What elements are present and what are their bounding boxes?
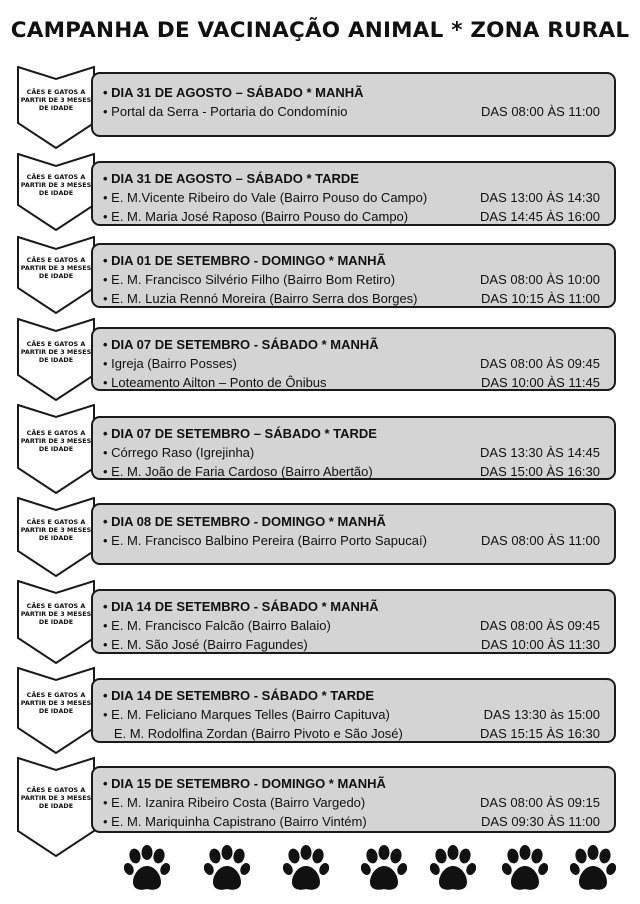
schedule-row	[0, 667, 640, 754]
age-requirement-line: CÃES E GATOS A	[26, 691, 86, 699]
age-requirement-label	[20, 602, 92, 627]
age-requirement-line: CÃES E GATOS A	[26, 256, 86, 264]
chevron-arrow	[17, 66, 95, 149]
session-heading: • DIA 31 DE AGOSTO – SÁBADO * MANHÃ	[103, 85, 364, 100]
location-time: DAS 13:30 às 15:00	[483, 707, 600, 722]
age-requirement-line: CÃES E GATOS A	[26, 88, 86, 96]
location-row	[103, 812, 602, 831]
schedule-row	[0, 153, 640, 231]
session-card	[91, 678, 616, 743]
location-time: DAS 09:30 ÀS 11:00	[480, 814, 600, 829]
session-heading: • DIA 15 DE SETEMBRO - DOMINGO * MANHÃ	[103, 776, 386, 791]
location-name: • E. M. Feliciano Marques Telles (Bairro Capituva)	[103, 707, 390, 722]
age-requirement-line: PARTIR DE 3 MESES	[20, 181, 92, 190]
location-row	[103, 705, 602, 724]
schedule-row	[0, 757, 640, 857]
age-requirement-label	[20, 429, 92, 454]
paw-print-icon	[570, 845, 616, 893]
session-card-content	[103, 335, 602, 392]
location-time: DAS 13:00 ÀS 14:30	[480, 190, 600, 205]
location-row	[103, 354, 602, 373]
paw-print-icon	[430, 845, 476, 893]
session-card-content	[103, 686, 602, 743]
location-row	[103, 270, 602, 289]
schedule-row	[0, 236, 640, 314]
age-requirement-line: CÃES E GATOS A	[26, 173, 86, 181]
schedule-row	[0, 580, 640, 664]
location-name: • E. M. Francisco Falcão (Bairro Balaio)	[103, 618, 331, 633]
chevron-arrow	[17, 236, 95, 314]
schedule-row	[0, 66, 640, 149]
age-requirement-line: CÃES E GATOS A	[26, 429, 86, 437]
session-heading: • DIA 08 DE SETEMBRO - DOMINGO * MANHÃ	[103, 514, 386, 529]
location-row	[103, 462, 602, 481]
location-name: • Igreja (Bairro Posses)	[103, 356, 237, 371]
age-requirement-line: DE IDADE	[38, 445, 74, 454]
location-name: E. M. Rodolfina Zordan (Bairro Pivoto e São José)	[103, 726, 403, 741]
paw-print-icon	[204, 845, 250, 893]
age-requirement-line: PARTIR DE 3 MESES	[20, 526, 92, 535]
page-title: CAMPANHA DE VACINAÇÃO ANIMAL * ZONA RURAL	[10, 18, 630, 43]
age-requirement-line: PARTIR DE 3 MESES	[20, 610, 92, 619]
age-requirement-label	[20, 256, 92, 281]
location-time: DAS 08:00 ÀS 09:15	[480, 795, 600, 810]
session-heading: • DIA 01 DE SETEMBRO - DOMINGO * MANHÃ	[103, 253, 386, 268]
location-time: DAS 14:45 ÀS 16:00	[480, 209, 600, 224]
location-row	[103, 102, 602, 121]
age-requirement-line: PARTIR DE 3 MESES	[20, 264, 92, 273]
session-card	[91, 766, 616, 833]
location-time: DAS 08:00 ÀS 09:45	[480, 356, 600, 371]
chevron-arrow	[17, 404, 95, 494]
location-time: DAS 15:00 ÀS 16:30	[480, 464, 600, 479]
location-name: • E. M. Francisco Balbino Pereira (Bairro Porto Sapucaí)	[103, 533, 427, 548]
age-requirement-line: DE IDADE	[38, 618, 74, 627]
location-row	[103, 289, 602, 308]
location-name: • E. M.Vicente Ribeiro do Vale (Bairro Pouso do Campo)	[103, 190, 428, 205]
age-requirement-label	[20, 173, 92, 198]
session-card-content	[103, 774, 602, 831]
age-requirement-line: DE IDADE	[38, 707, 74, 716]
session-heading: • DIA 31 DE AGOSTO – SÁBADO * TARDE	[103, 171, 359, 186]
paw-print-icon	[124, 845, 170, 893]
session-card-content	[103, 169, 602, 226]
age-requirement-label	[20, 340, 92, 365]
age-requirement-label	[20, 691, 92, 716]
location-row	[103, 207, 602, 226]
age-requirement-label	[20, 88, 92, 113]
session-card-content	[103, 597, 602, 654]
paw-print-icon	[502, 845, 548, 893]
location-time: DAS 08:00 ÀS 11:00	[480, 104, 600, 119]
age-requirement-label	[20, 786, 92, 811]
location-time: DAS 13:30 ÀS 14:45	[480, 445, 600, 460]
age-requirement-line: DE IDADE	[38, 802, 74, 811]
age-requirement-line: DE IDADE	[38, 189, 74, 198]
chevron-arrow	[17, 580, 95, 664]
location-time: DAS 08:00 ÀS 11:00	[480, 533, 600, 548]
session-card	[91, 589, 616, 654]
chevron-arrow	[17, 318, 95, 401]
session-heading: • DIA 07 DE SETEMBRO – SÁBADO * TARDE	[103, 426, 377, 441]
location-name: • E. M. Luzia Rennó Moreira (Bairro Serra dos Borges)	[103, 291, 418, 306]
location-name: • E. M. Mariquinha Capistrano (Bairro Vintém)	[103, 814, 367, 829]
age-requirement-line: DE IDADE	[38, 356, 74, 365]
chevron-arrow	[17, 497, 95, 577]
chevron-arrow	[17, 757, 95, 857]
paw-print-icon	[361, 845, 407, 893]
session-card	[91, 503, 616, 565]
session-card	[91, 416, 616, 480]
session-card-content	[103, 424, 602, 481]
location-name: • Portal da Serra - Portaria do Condomínio	[103, 104, 348, 119]
age-requirement-line: DE IDADE	[38, 534, 74, 543]
location-name: • E. M. Maria José Raposo (Bairro Pouso do Campo)	[103, 209, 409, 224]
location-name: • E. M. Francisco Silvério Filho (Bairro Bom Retiro)	[103, 272, 396, 287]
session-card	[91, 161, 616, 226]
location-row	[103, 635, 602, 654]
schedule-row	[0, 318, 640, 401]
location-row	[103, 531, 602, 550]
location-time: DAS 10:15 ÀS 11:00	[480, 291, 600, 306]
age-requirement-line: CÃES E GATOS A	[26, 340, 86, 348]
session-card-content	[103, 251, 602, 308]
session-card	[91, 243, 616, 308]
session-heading: • DIA 14 DE SETEMBRO - SÁBADO * MANHÃ	[103, 599, 379, 614]
location-time: DAS 08:00 ÀS 10:00	[480, 272, 600, 287]
age-requirement-line: PARTIR DE 3 MESES	[20, 699, 92, 708]
age-requirement-line: PARTIR DE 3 MESES	[20, 96, 92, 105]
location-row	[103, 188, 602, 207]
location-row	[103, 616, 602, 635]
location-name: • Córrego Raso (Igrejinha)	[103, 445, 255, 460]
age-requirement-line: CÃES E GATOS A	[26, 518, 86, 526]
location-time: DAS 10:00 ÀS 11:45	[480, 375, 600, 390]
schedule-row	[0, 497, 640, 577]
session-card-content	[103, 512, 602, 550]
age-requirement-label	[20, 518, 92, 543]
age-requirement-line: PARTIR DE 3 MESES	[20, 437, 92, 446]
age-requirement-line: PARTIR DE 3 MESES	[20, 348, 92, 357]
session-card	[91, 327, 616, 391]
location-name: • E. M. Izanira Ribeiro Costa (Bairro Vargedo)	[103, 795, 366, 810]
age-requirement-line: CÃES E GATOS A	[26, 602, 86, 610]
session-heading: • DIA 07 DE SETEMBRO - SÁBADO * MANHÃ	[103, 337, 379, 352]
schedule-row	[0, 404, 640, 494]
session-card	[91, 72, 616, 137]
age-requirement-line: DE IDADE	[38, 272, 74, 281]
paw-print-row	[0, 845, 640, 895]
location-time: DAS 15:15 ÀS 16:30	[480, 726, 600, 741]
location-name: • Loteamento Ailton – Ponto de Ônibus	[103, 375, 327, 390]
session-card-content	[103, 83, 602, 121]
location-row	[103, 793, 602, 812]
location-time: DAS 10:00 ÀS 11:30	[480, 637, 600, 652]
age-requirement-line: CÃES E GATOS A	[26, 786, 86, 794]
location-time: DAS 08:00 ÀS 09:45	[480, 618, 600, 633]
location-row	[103, 373, 602, 392]
paw-print-icon	[283, 845, 329, 893]
location-row	[103, 443, 602, 462]
age-requirement-line: PARTIR DE 3 MESES	[20, 794, 92, 803]
chevron-arrow	[17, 667, 95, 754]
location-name: • E. M. São José (Bairro Fagundes)	[103, 637, 308, 652]
location-name: • E. M. João de Faria Cardoso (Bairro Abertão)	[103, 464, 373, 479]
location-row	[103, 724, 602, 743]
chevron-arrow	[17, 153, 95, 231]
age-requirement-line: DE IDADE	[38, 104, 74, 113]
session-heading: • DIA 14 DE SETEMBRO - SÁBADO * TARDE	[103, 688, 375, 703]
